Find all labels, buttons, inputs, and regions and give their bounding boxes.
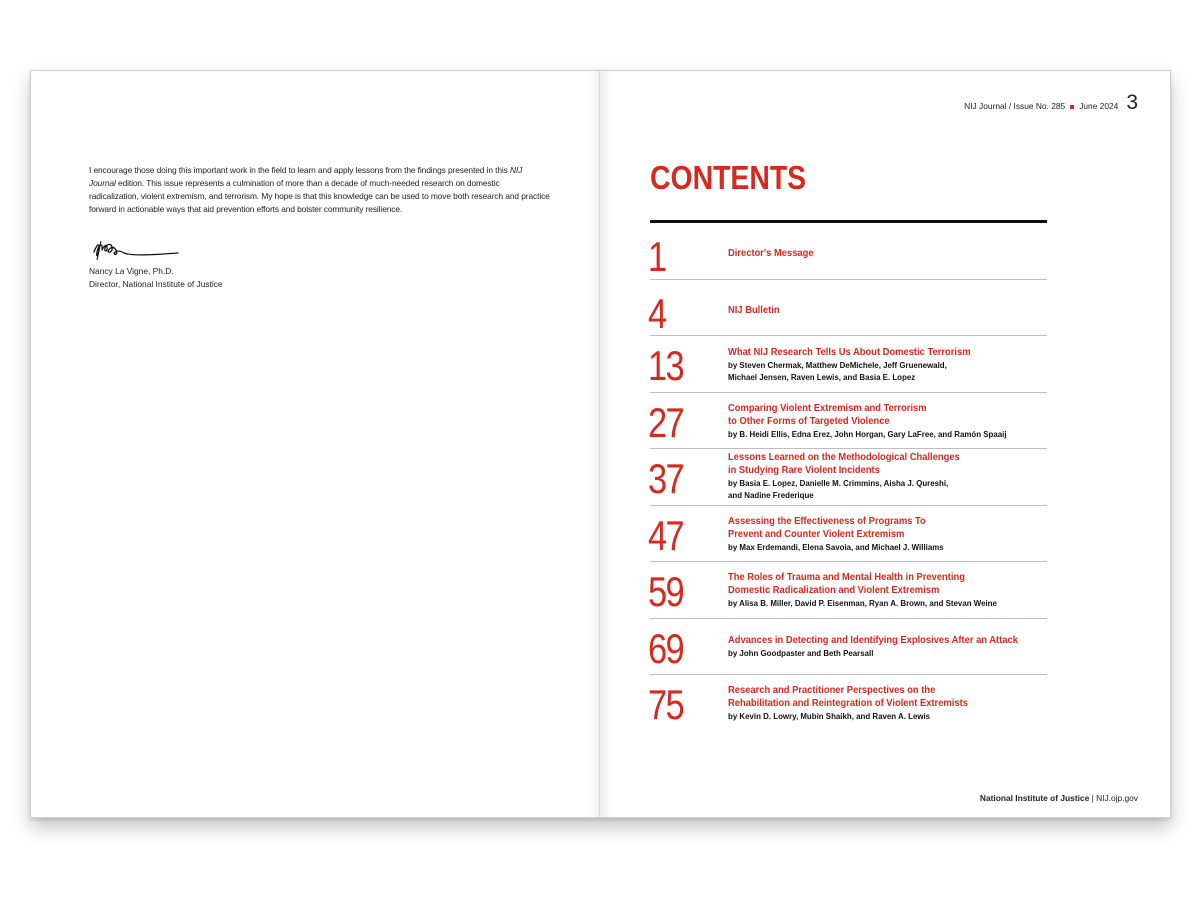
toc-entry[interactable] — [650, 280, 1047, 337]
table-of-contents — [650, 223, 1047, 732]
toc-entry[interactable] — [650, 619, 1047, 676]
paragraph-text-end: edition. This issue represents a culmination of more than a decade of much-needed research on domestic radicalization, violent extremism, and terrorism. My hope is that this knowledge can be used to move both research and practice forward in actionable ways that aid prevention efforts and bolster community resilience. — [89, 178, 550, 214]
red-square-icon — [1070, 105, 1074, 109]
toc-page-number: 47 — [648, 511, 684, 559]
toc-authors: by Basia E. Lopez, Danielle M. Crimmins, Aisha J. Qureshi, and Nadine Frederique — [728, 478, 949, 500]
toc-entry[interactable] — [650, 449, 1047, 506]
footer-separator: | — [1089, 793, 1097, 803]
toc-entry[interactable] — [650, 223, 1047, 280]
header-date: June 2024 — [1079, 101, 1119, 111]
toc-page-number: 75 — [648, 681, 684, 728]
page-number: 3 — [1126, 91, 1138, 114]
toc-authors: by Alisa B. Miller, David P. Eisenman, Ryan A. Brown, and Stevan Weine — [728, 598, 997, 608]
toc-authors: by John Goodpaster and Beth Pearsall — [728, 647, 874, 658]
toc-title[interactable]: Comparing Violent Extremism and Terrorism to Other Forms of Targeted Violence — [728, 402, 927, 427]
toc-title[interactable]: What NIJ Research Tells Us About Domestic Terrorism — [728, 347, 971, 358]
toc-page-number: 4 — [648, 289, 666, 337]
toc-authors: by Kevin D. Lowry, Mubin Shaikh, and Raven A. Lewis — [728, 711, 931, 721]
right-gutter-shade — [600, 71, 612, 817]
toc-title[interactable]: Lessons Learned on the Methodological Challenges in Studying Rare Violent Incidents — [728, 452, 960, 476]
toc-page-number: 37 — [648, 455, 684, 502]
toc-title[interactable]: Advances in Detecting and Identifying Explosives After an Attack — [728, 634, 1018, 646]
left-gutter-shade — [587, 71, 599, 817]
toc-entry[interactable] — [650, 675, 1047, 732]
right-page — [599, 70, 1171, 818]
director-closing-paragraph — [89, 164, 551, 216]
signature-icon — [91, 238, 181, 264]
footer-organization: National Institute of Justice — [979, 793, 1090, 803]
toc-entry[interactable] — [650, 393, 1047, 450]
paragraph-text-start: I encourage those doing this important work in the field to learn and apply lessons from the findings presented in this — [89, 165, 510, 175]
toc-authors: by B. Heidi Ellis, Edna Erez, John Horgan, Gary LaFree, and Ramón Spaaij — [728, 428, 1007, 439]
toc-entry[interactable] — [650, 506, 1047, 563]
toc-page-number: 13 — [648, 342, 684, 389]
page-footer — [980, 793, 1138, 803]
toc-entry[interactable] — [650, 562, 1047, 619]
toc-title[interactable]: Research and Practitioner Perspectives on the Rehabilitation and Reintegration of Violent Extremists — [728, 685, 968, 709]
toc-title[interactable]: Assessing the Effectiveness of Programs To Prevent and Counter Violent Extremism — [728, 515, 926, 540]
signer-name: Nancy La Vigne, Ph.D. — [89, 266, 174, 276]
toc-title[interactable]: Director's Message — [728, 248, 814, 259]
toc-page-number: 27 — [648, 398, 684, 446]
magazine-spread — [30, 70, 1171, 818]
contents-title: CONTENTS — [650, 159, 807, 196]
toc-title[interactable]: NIJ Bulletin — [728, 304, 780, 316]
signer-title: Director, National Institute of Justice — [89, 279, 223, 289]
toc-page-number: 69 — [648, 624, 684, 672]
footer-website-link[interactable]: NIJ.ojp.gov — [1096, 793, 1138, 803]
toc-page-number: 59 — [648, 568, 684, 615]
header-publication: NIJ Journal / Issue No. 285 — [964, 101, 1066, 111]
left-page — [30, 70, 599, 818]
toc-authors: by Steven Chermak, Matthew DeMichele, Jeff Gruenewald, Michael Jensen, Raven Lewis, and Basia E. Lopez — [728, 360, 947, 382]
toc-authors: by Max Erdemandi, Elena Savoia, and Michael J. Williams — [728, 541, 944, 552]
toc-page-number: 1 — [648, 233, 666, 280]
running-header — [964, 91, 1138, 115]
signer-block — [89, 265, 223, 291]
journal-name-italic: NIJ Journal — [89, 165, 523, 188]
toc-entry[interactable] — [650, 336, 1047, 393]
toc-title[interactable]: The Roles of Trauma and Mental Health in Preventing Domestic Radicalization and Violent Extremism — [728, 572, 965, 596]
